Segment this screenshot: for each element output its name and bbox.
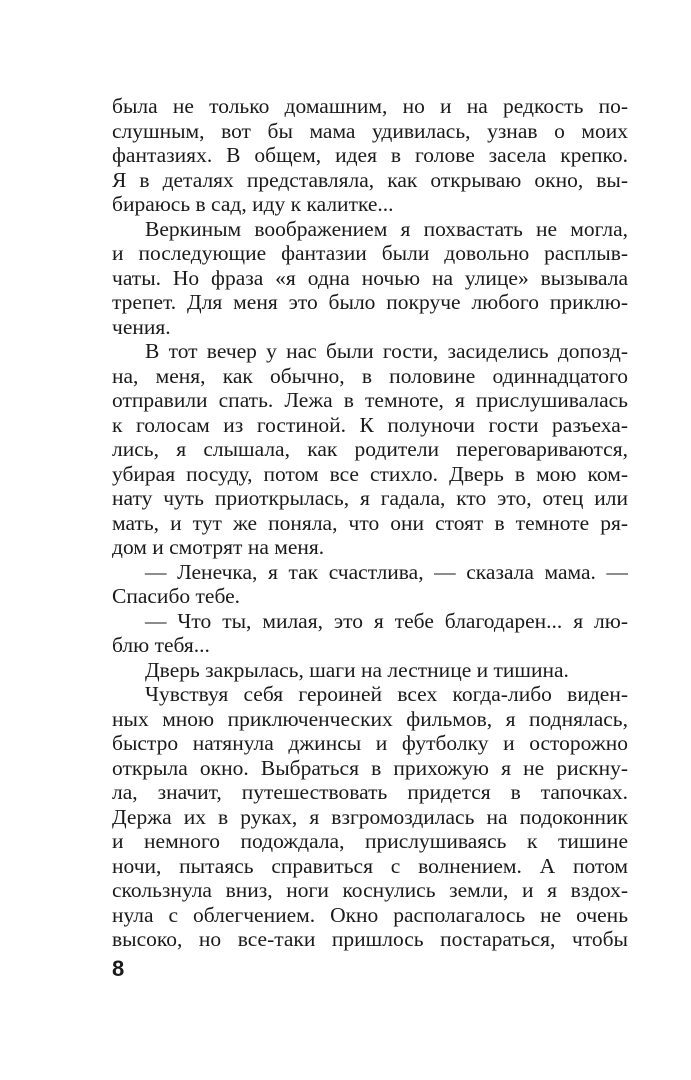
book-page-text: [112, 94, 628, 952]
text-line: — Ленечка, я так счастлива, — сказала мама. —: [145, 559, 628, 584]
text-line: фантазиях. В общем, идея в голове засела крепко.: [112, 143, 628, 167]
text-line: ночи, пытаясь справиться с волнением. А потом: [112, 853, 628, 878]
text-line: высоко, но все-таки пришлось постараться, чтобы: [112, 927, 628, 951]
text-line: Я в деталях представляла, как открываю окно, вы-: [112, 167, 628, 192]
text-line: трепет. Для меня это было покруче любого приклю-: [112, 290, 628, 314]
text-line: ла, значит, путешествовать придется в тапочках.: [112, 780, 628, 804]
text-line: и немного подождала, прислушиваясь к тишине: [112, 829, 628, 853]
text-line: нату чуть приоткрылась, я гадала, кто это, отец или: [112, 486, 628, 510]
page-number: 8: [112, 956, 125, 981]
text-line: лись, я слышала, как родители переговариваются,: [112, 437, 628, 461]
text-line: к голосам из гостиной. К полуночи гости разъеха-: [112, 412, 628, 437]
text-line: Веркиным воображением я похвастать не могла,: [145, 216, 628, 241]
text-line: открыла окно. Выбраться в прихожую я не рискну-: [112, 755, 628, 780]
text-line: ных мною приключенческих фильмов, я поднялась,: [112, 706, 628, 731]
text-line: чения.: [112, 314, 171, 339]
text-line: В тот вечер у нас были гости, засиделись допозд-: [145, 339, 628, 363]
text-line: отправили спать. Лежа в темноте, я прислушивалась: [112, 388, 628, 412]
text-line: Держа их в руках, я взгромоздилась на подоконник: [112, 804, 628, 829]
text-line: была не только домашним, но и на редкость по-: [112, 94, 628, 118]
text-line: Чувствуя себя героиней всех когда-либо виден-: [145, 682, 628, 706]
text-line: быстро натянула джинсы и футболку и осторожно: [112, 731, 628, 755]
text-line: бираюсь в сад, иду к калитке...: [112, 192, 394, 216]
text-line: слушным, вот бы мама удивилась, узнав о моих: [112, 118, 628, 143]
text-line: нула с облегчением. Окно располагалось не очень: [112, 902, 628, 927]
text-line: и последующие фантазии были довольно расплыв-: [112, 241, 628, 265]
text-line: на, меня, как обычно, в половине одиннадцатого: [112, 363, 628, 388]
text-line: убирая посуду, потом все стихло. Дверь в мою ком-: [112, 461, 628, 486]
text-line: скользнула вниз, ноги коснулись земли, и я вздох-: [112, 878, 628, 902]
text-line: Дверь закрылась, шаги на лестнице и тишина.: [145, 657, 569, 682]
text-line: дом и смотрят на меня.: [112, 535, 325, 559]
text-line: блю тебя...: [112, 633, 210, 657]
text-line: чаты. Но фраза «я одна ночью на улице» вызывала: [112, 265, 628, 290]
text-line: — Что ты, милая, это я тебе благодарен... я лю-: [145, 608, 628, 633]
text-line: мать, и тут же поняла, что они стоят в темноте ря-: [112, 510, 628, 535]
text-line: Спасибо тебе.: [112, 584, 241, 608]
